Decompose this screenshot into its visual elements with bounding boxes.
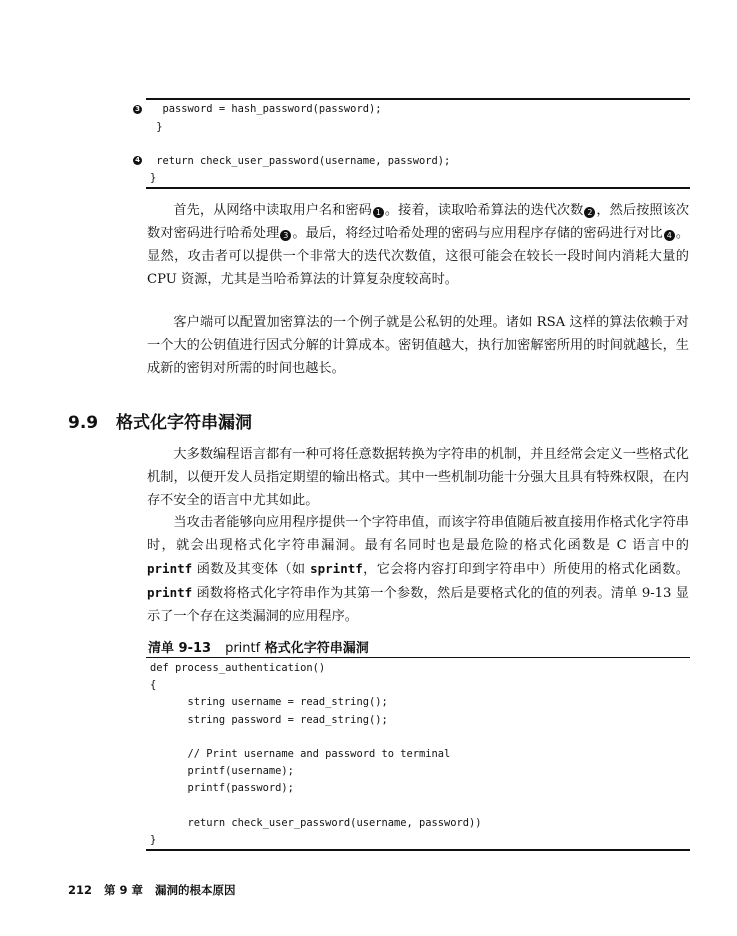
code-line: // Print username and password to terminal [150,748,451,760]
code-line: printf(username); [150,765,294,778]
chapter-title: 漏洞的根本原因 [155,883,236,897]
chapter-label: 第 9 章 [104,883,144,897]
code-line: } [150,834,157,846]
callout-3-icon: 3 [133,105,142,114]
inline-code: sprintf [310,561,363,576]
section-number: 9.9 [68,413,99,433]
inline-code: printf [147,561,193,576]
code-line: return check_user_password(username, password); [150,155,451,167]
body-paragraph: 客户端可以配置加密算法的一个例子就是公私钥的处理。诸如 RSA 这样的算法依赖于对一个大的公钥值进行因式分解的计算成本。密钥值越大，执行加密解密所用的时间就越长，生成新的密钥对所需的时间也越长。 [147,315,689,376]
code-line: string password = read_string(); [150,713,388,726]
code-line: def process_authentication() [150,662,326,674]
listing-bottom-rule [146,849,690,851]
listing-title: 格式化字符串漏洞 [260,641,369,656]
page-number: 212 [68,883,93,897]
body-paragraph: 大多数编程语言都有一种可将任意数据转换为字符串的机制，并且经常会定义一些格式化机制，以便开发人员指定期望的输出格式。其中一些机制功能十分强大且具有特殊权限，在内存不安全的语言中尤其如此。 [147,447,689,508]
callout-1-icon: 1 [373,207,384,218]
code-bottom-rule [146,187,690,189]
code-line: } [150,121,163,133]
listing-number: 清单 9-13 [148,641,212,656]
body-paragraph: 首先，从网络中读取用户名和密码 1 。接着，读取哈希算法的迭代次数 2 ，然后按照该次数对密码进行哈希处理 3 。最后，将经过哈希处理的密码与应用程序存储的密码进行对比 4 。显然，攻击者可以提供一个非常大的迭代次数值，这很可能会在较长一段时间内消耗大量的 CPU 资源，尤其是当哈希算法的计算复杂度较高时。 [147,203,690,287]
callout-2-icon: 2 [584,207,595,218]
callout-4-icon: 4 [133,156,142,165]
code-line: printf(password); [150,782,294,795]
listing-caption [148,637,369,656]
code-line: password = hash_password(password); [150,103,382,115]
listing-top-rule [146,657,690,658]
listing-title-code: printf [225,641,261,656]
section-heading [68,408,252,433]
callout-3-icon: 3 [280,230,291,241]
code-line: return check_user_password(username, password)) [150,816,482,829]
code-line: string username = read_string(); [150,696,388,709]
page-footer [68,882,248,898]
inline-code: printf [147,585,193,600]
callout-4-icon: 4 [664,230,675,241]
code-line: { [150,679,157,692]
section-title: 格式化字符串漏洞 [116,413,252,433]
code-top-rule [146,98,690,100]
body-paragraph: 当攻击者能够向应用程序提供一个字符串值，而该字符串值随后被直接用作格式化字符串时，就会出现格式化字符串漏洞。最有名同时也是最危险的格式化函数是 C 语言中的 printf 函数及其变体（如 sprintf，它会将内容打印到字符串中）所使用的格式化函数。printf 函数将格式化字符串作为其第一个参数，然后是要格式化的值的列表。清单 9-13 显示了一个存在这类漏洞的应用程序。 [147,515,689,624]
code-line: } [150,172,157,184]
